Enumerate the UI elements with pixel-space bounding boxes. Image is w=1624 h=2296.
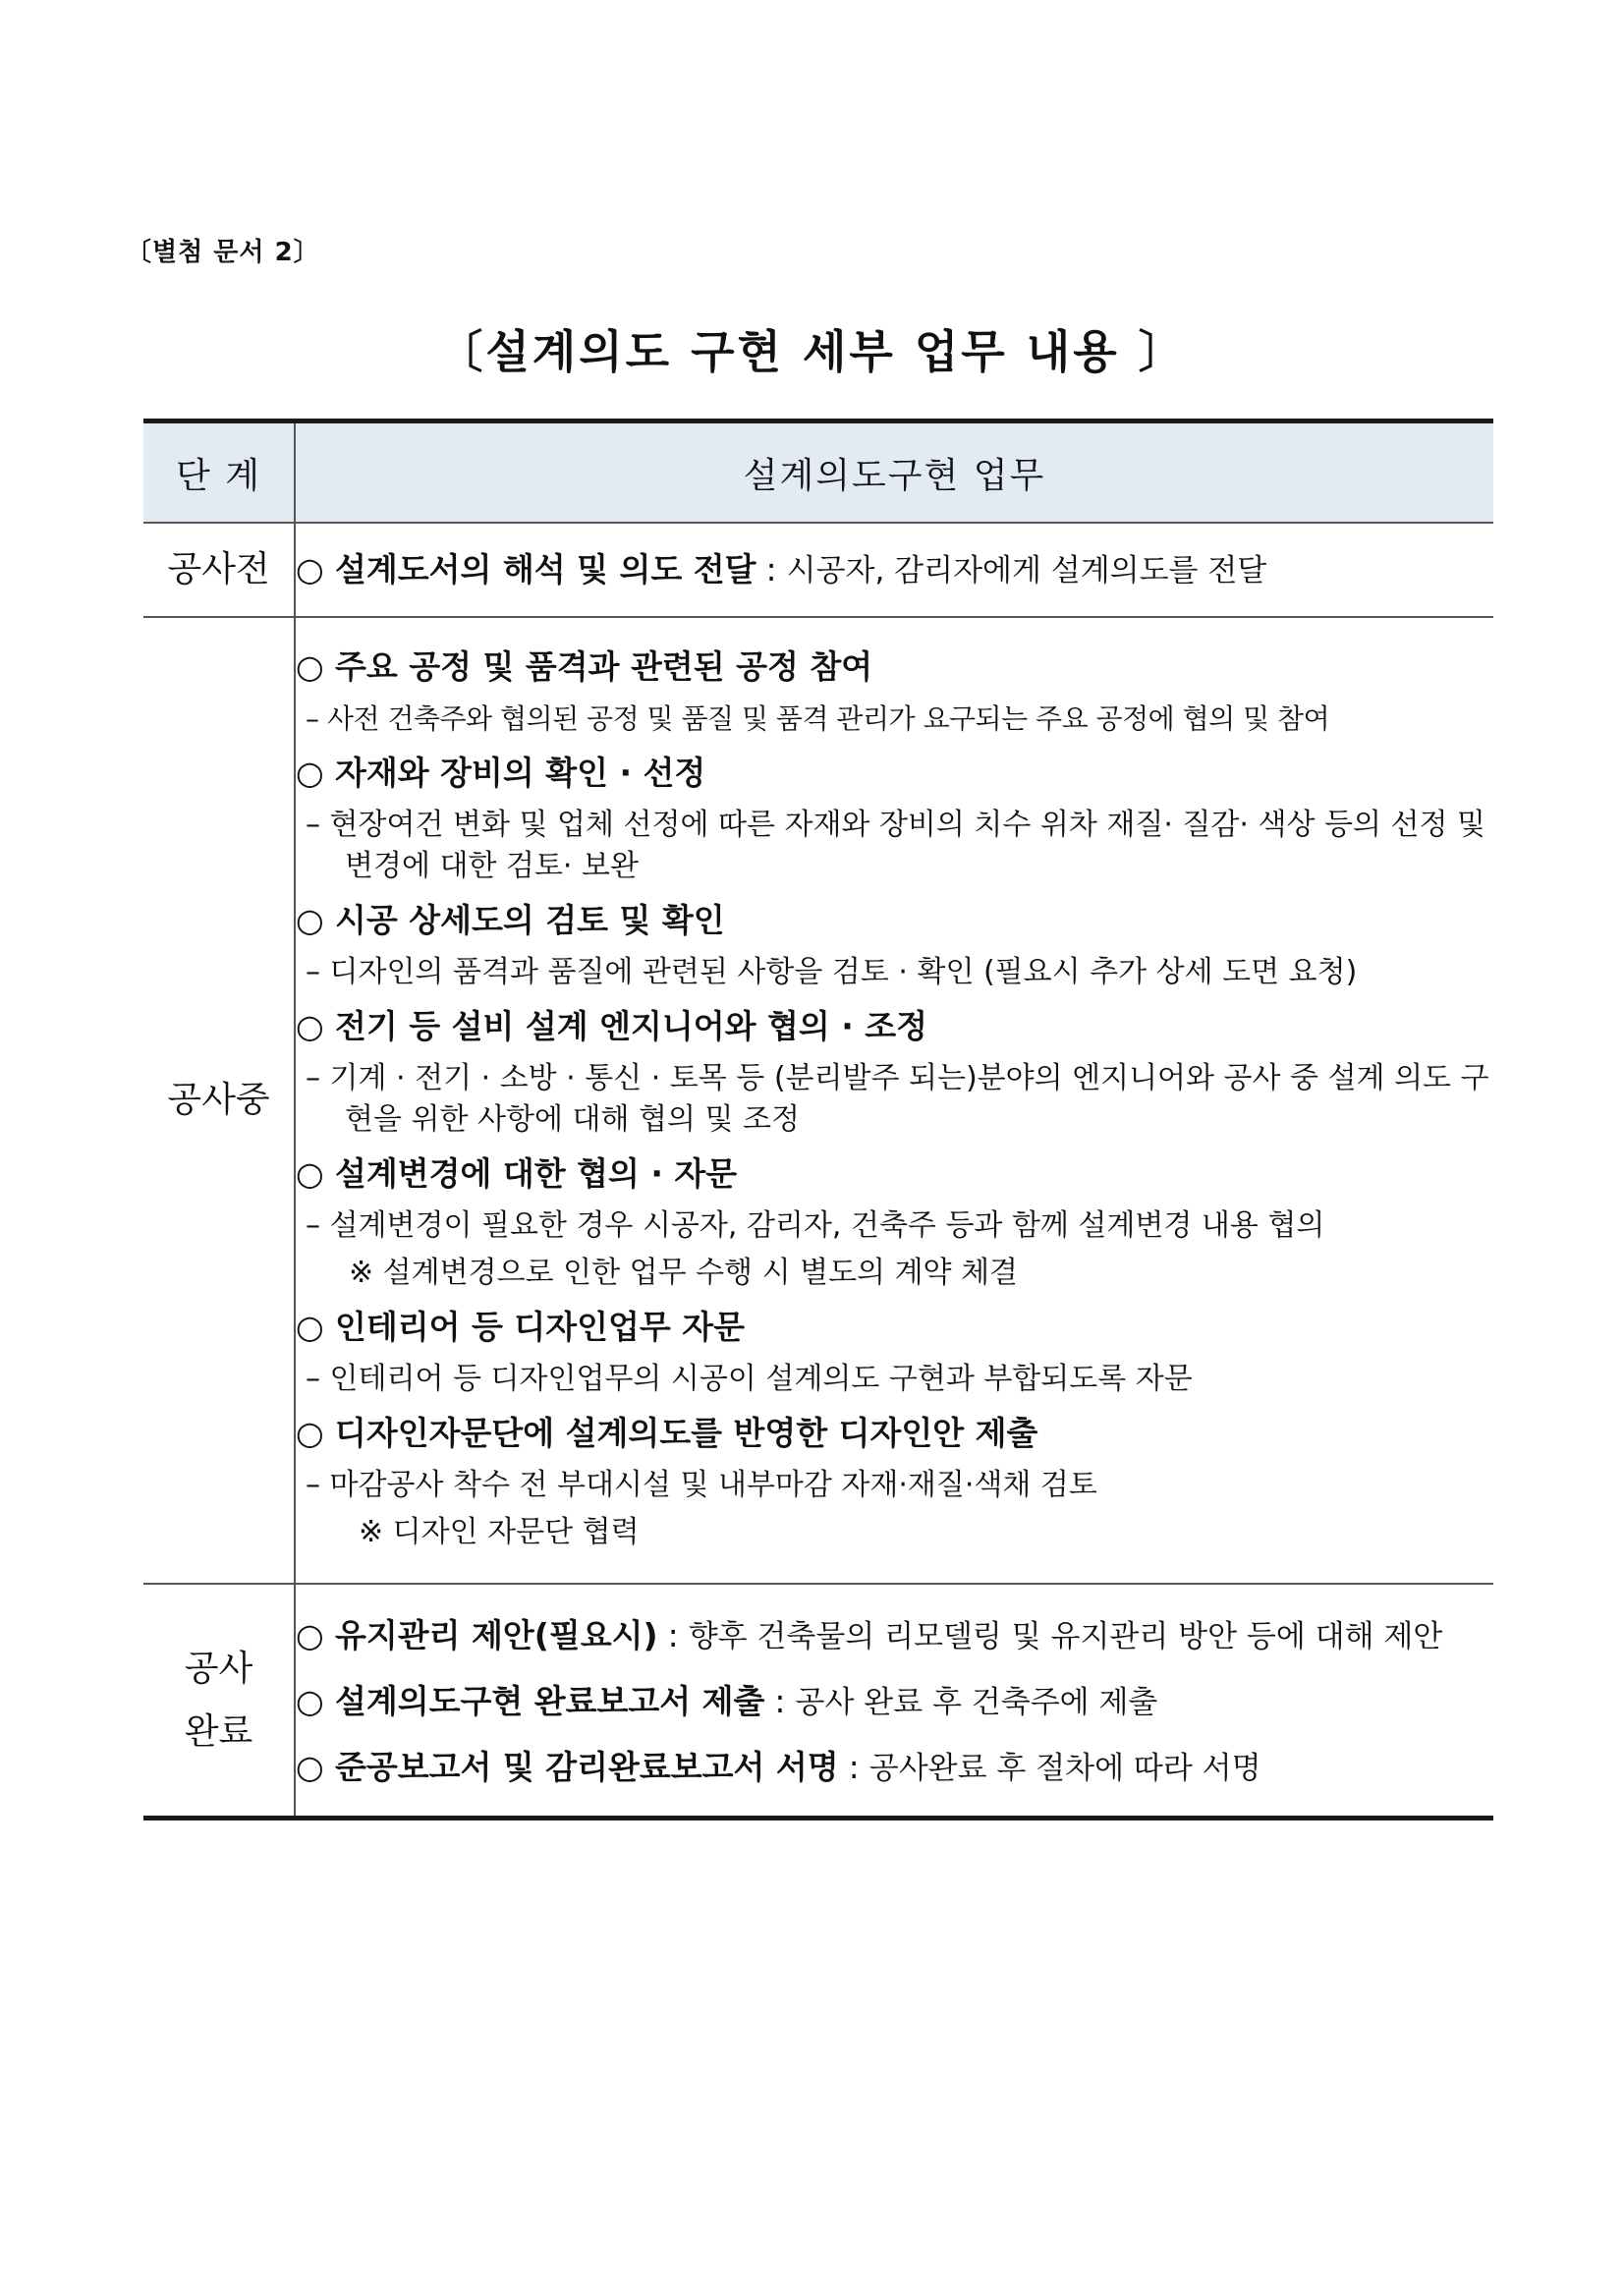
tasks-completion	[295, 1584, 1493, 1819]
stage-completion	[143, 1584, 295, 1819]
task-item	[296, 645, 1493, 740]
table-row	[143, 617, 1493, 1584]
task-table	[143, 419, 1493, 1820]
stage-pre-construction: 공사전	[143, 523, 295, 617]
task-description: 시공자, 감리자에게 설계의도를 전달	[786, 552, 1267, 588]
task-item	[296, 899, 1493, 993]
circle-bullet-icon: ○	[296, 1007, 324, 1045]
circle-bullet-icon: ○	[296, 647, 324, 686]
separator: :	[774, 1682, 786, 1720]
tasks-during-construction	[295, 617, 1493, 1584]
task-heading: 자재와 장비의 확인 · 선정	[335, 754, 706, 792]
task-note: ※ 설계변경으로 인한 업무 수행 시 별도의 계약 체결	[349, 1256, 1019, 1290]
circle-bullet-icon: ○	[296, 549, 324, 588]
separator: :	[667, 1616, 679, 1654]
task-description: 공사 완료 후 건축주에 제출	[795, 1685, 1158, 1720]
task-item	[296, 548, 1493, 592]
attachment-label: 〔별첨 문서 2〕	[126, 238, 320, 267]
task-heading: 설계변경에 대한 협의 · 자문	[335, 1154, 738, 1193]
circle-bullet-icon: ○	[296, 1748, 324, 1786]
task-heading: 주요 공정 및 품격과 관련된 공정 참여	[335, 647, 873, 686]
task-item	[296, 1680, 1493, 1724]
task-description: 향후 건축물의 리모델링 및 유지관리 방안 등에 대해 제안	[688, 1619, 1443, 1654]
circle-bullet-icon: ○	[296, 754, 324, 792]
task-item	[296, 1005, 1493, 1141]
circle-bullet-icon: ○	[296, 1308, 324, 1346]
task-item	[296, 752, 1493, 887]
task-heading: 디자인자문단에 설계의도를 반영한 디자인안 제출	[335, 1414, 1038, 1452]
task-heading: 전기 등 설비 설계 엔지니어와 협의 · 조정	[335, 1007, 928, 1045]
header-task: 설계의도구현 업무	[295, 421, 1493, 524]
task-detail: – 마감공사 착수 전 부대시설 및 내부마감 자재·재질·색채 검토	[306, 1468, 1097, 1502]
task-detail: – 인테리어 등 디자인업무의 시공이 설계의도 구현과 부합되도록 자문	[306, 1362, 1193, 1396]
table-row	[143, 523, 1493, 617]
separator: :	[765, 549, 777, 588]
task-description: 공사완료 후 절차에 따라 서명	[868, 1751, 1261, 1786]
task-detail: – 현장여건 변화 및 업체 선정에 따른 자재와 장비의 치수 위차 재질· 질감· 색상 등의 선정 및 변경에 대한 검토· 보완	[306, 808, 1485, 883]
stage-line: 완료	[184, 1710, 253, 1752]
task-note: ※ 디자인 자문단 협력	[359, 1515, 640, 1549]
circle-bullet-icon: ○	[296, 901, 324, 939]
stage-line: 공사	[184, 1648, 253, 1689]
task-heading: 인테리어 등 디자인업무 자문	[335, 1308, 746, 1346]
circle-bullet-icon: ○	[296, 1682, 324, 1720]
task-heading: 준공보고서 및 감리완료보고서 서명	[335, 1748, 839, 1786]
separator: :	[848, 1748, 860, 1786]
header-stage: 단 계	[143, 421, 295, 524]
task-detail: – 설계변경이 필요한 경우 시공자, 감리자, 건축주 등과 함께 설계변경 내용 협의	[306, 1208, 1325, 1243]
task-item	[296, 1152, 1493, 1294]
task-item	[296, 1306, 1493, 1400]
circle-bullet-icon: ○	[296, 1616, 324, 1654]
stage-during-construction: 공사중	[143, 617, 295, 1584]
task-item	[296, 1412, 1493, 1553]
task-item	[296, 1614, 1493, 1658]
task-detail: – 사전 건축주와 협의된 공정 및 품질 및 품격 관리가 요구되는 주요 공정에 협의 및 참여	[306, 702, 1330, 735]
table-header-row	[143, 421, 1493, 524]
task-heading: 설계도서의 해석 및 의도 전달	[335, 549, 756, 588]
task-item	[296, 1746, 1493, 1790]
task-heading: 시공 상세도의 검토 및 확인	[335, 901, 725, 939]
circle-bullet-icon: ○	[296, 1154, 324, 1193]
task-detail: – 디자인의 품격과 품질에 관련된 사항을 검토 · 확인 (필요시 추가 상세 도면 요청)	[306, 955, 1358, 989]
tasks-pre-construction	[295, 523, 1493, 617]
circle-bullet-icon: ○	[296, 1414, 324, 1452]
table-row	[143, 1584, 1493, 1819]
task-heading: 유지관리 제안(필요시)	[335, 1616, 658, 1654]
task-detail: – 기계 · 전기 · 소방 · 통신 · 토목 등 (분리발주 되는)분야의 엔지니어와 공사 중 설계 의도 구현을 위한 사항에 대해 협의 및 조정	[306, 1061, 1489, 1137]
task-heading: 설계의도구현 완료보고서 제출	[335, 1682, 765, 1720]
document-title: 〔설계의도 구현 세부 업무 내용 〕	[437, 325, 1187, 378]
